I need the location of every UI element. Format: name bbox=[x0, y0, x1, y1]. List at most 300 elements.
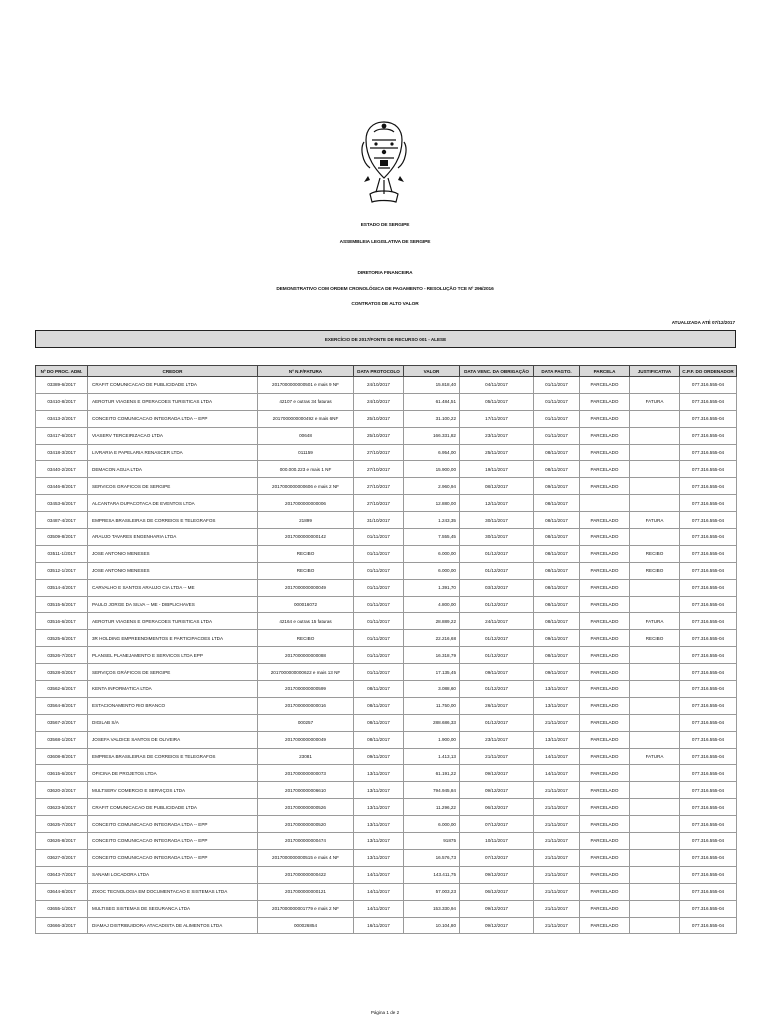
cell-invoice-number: 2017000000000520 bbox=[258, 816, 354, 833]
cell-protocol-date: 14/11/2017 bbox=[354, 900, 404, 917]
cell-proc-adm: 03413-2/2017 bbox=[36, 410, 88, 427]
cell-amount: 61.484,51 bbox=[404, 393, 460, 410]
cell-invoice-number: 2017000000000492 e mais 6NF bbox=[258, 410, 354, 427]
cell-justification bbox=[630, 900, 680, 917]
cell-invoice-number: 42107 e outras 34 faturas bbox=[258, 393, 354, 410]
cell-creditor: MULTISEG SISTEMAS DE SEGURANCA LTDA bbox=[88, 900, 258, 917]
cell-cpf-ordenador: 077.316.555-04 bbox=[680, 782, 737, 799]
cell-proc-adm: 03564-8/2017 bbox=[36, 697, 88, 714]
cell-due-date: 05/11/2017 bbox=[460, 393, 534, 410]
cell-cpf-ordenador: 077.316.555-04 bbox=[680, 630, 737, 647]
cell-protocol-date: 13/11/2017 bbox=[354, 833, 404, 850]
cell-cpf-ordenador: 077.316.555-04 bbox=[680, 427, 737, 444]
cell-protocol-date: 09/11/2017 bbox=[354, 748, 404, 765]
cell-invoice-number: 42164 e outras 15 faturas bbox=[258, 613, 354, 630]
cell-protocol-date: 01/11/2017 bbox=[354, 596, 404, 613]
cell-installment: PARCELADO bbox=[580, 748, 630, 765]
cell-due-date: 01/12/2017 bbox=[460, 647, 534, 664]
cell-cpf-ordenador: 077.316.555-04 bbox=[680, 900, 737, 917]
cell-amount: 57.003,23 bbox=[404, 883, 460, 900]
table-row bbox=[36, 545, 737, 562]
cell-protocol-date: 16/11/2017 bbox=[354, 917, 404, 934]
cell-due-date: 09/11/2017 bbox=[460, 664, 534, 681]
cell-due-date: 09/12/2017 bbox=[460, 917, 534, 934]
cell-cpf-ordenador: 077.316.555-04 bbox=[680, 393, 737, 410]
table-row bbox=[36, 529, 737, 546]
table-header-row bbox=[36, 366, 737, 377]
cell-amount: 16.318,79 bbox=[404, 647, 460, 664]
cell-amount: 7.555,45 bbox=[404, 529, 460, 546]
header-directorate: DIRETORIA FINANCEIRA bbox=[357, 271, 413, 276]
header-state: ESTADO DE SERGIPE bbox=[360, 223, 410, 228]
cell-cpf-ordenador: 077.316.555-04 bbox=[680, 697, 737, 714]
cell-cpf-ordenador: 077.316.555-04 bbox=[680, 647, 737, 664]
cell-amount: 153.330,94 bbox=[404, 900, 460, 917]
cell-justification bbox=[630, 427, 680, 444]
cell-payment-date: 08/11/2017 bbox=[534, 461, 580, 478]
cell-justification bbox=[630, 883, 680, 900]
cell-creditor: CONCEITO COMUNICACAO INTEGRADA LTDA -- EPP bbox=[88, 410, 258, 427]
cell-payment-date: 13/11/2017 bbox=[534, 681, 580, 698]
cell-installment: PARCELADO bbox=[580, 883, 630, 900]
cell-amount: 288.686,33 bbox=[404, 714, 460, 731]
cell-proc-adm: 03562-6/2017 bbox=[36, 681, 88, 698]
cell-justification bbox=[630, 529, 680, 546]
column-header-proc-adm: Nº DO PROC. ADM. bbox=[36, 366, 88, 377]
table-row bbox=[36, 377, 737, 394]
cell-cpf-ordenador: 077.316.555-04 bbox=[680, 765, 737, 782]
cell-installment: PARCELADO bbox=[580, 731, 630, 748]
cell-due-date: 24/11/2017 bbox=[460, 613, 534, 630]
cell-invoice-number: 2017000000000515 e mais 4 NF bbox=[258, 849, 354, 866]
cell-payment-date: 08/11/2017 bbox=[534, 596, 580, 613]
cell-creditor: CONCEITO COMUNICACAO INTEGRADA LTDA -- EPP bbox=[88, 816, 258, 833]
cell-amount: 31.100,22 bbox=[404, 410, 460, 427]
cell-invoice-number: 2017000000000142 bbox=[258, 529, 354, 546]
cell-due-date: 19/11/2017 bbox=[460, 461, 534, 478]
cell-amount: 1.900,00 bbox=[404, 731, 460, 748]
cell-cpf-ordenador: 077.316.555-04 bbox=[680, 816, 737, 833]
cell-protocol-date: 24/10/2017 bbox=[354, 393, 404, 410]
cell-amount: 143.411,75 bbox=[404, 866, 460, 883]
cell-cpf-ordenador: 077.316.555-04 bbox=[680, 495, 737, 512]
cell-proc-adm: 03446-8/2017 bbox=[36, 478, 88, 495]
cell-proc-adm: 03623-5/2017 bbox=[36, 799, 88, 816]
cell-installment: PARCELADO bbox=[580, 799, 630, 816]
cell-protocol-date: 14/11/2017 bbox=[354, 866, 404, 883]
cell-due-date: 09/12/2017 bbox=[460, 866, 534, 883]
cell-protocol-date: 13/11/2017 bbox=[354, 782, 404, 799]
cell-creditor: ARAUJO TAVARES ENGENHARIA LTDA bbox=[88, 529, 258, 546]
cell-cpf-ordenador: 077.316.555-04 bbox=[680, 714, 737, 731]
table-row bbox=[36, 410, 737, 427]
cell-creditor: OFICINA DE PROJETOS LTDA bbox=[88, 765, 258, 782]
cell-installment: PARCELADO bbox=[580, 596, 630, 613]
cell-justification: RECIBO bbox=[630, 545, 680, 562]
cell-invoice-number: 2017000000000474 bbox=[258, 833, 354, 850]
column-header-cpf-ordenador: C.P.F. DO ORDENADOR bbox=[680, 366, 737, 377]
cell-creditor: 3R HOLDING EMPREENDIMENTOS E PARTICIPACOES LTDA bbox=[88, 630, 258, 647]
cell-protocol-date: 01/11/2017 bbox=[354, 647, 404, 664]
cell-installment: PARCELADO bbox=[580, 579, 630, 596]
cell-proc-adm: 03626-8/2017 bbox=[36, 833, 88, 850]
cell-invoice-number: 23081 bbox=[258, 748, 354, 765]
cell-amount: 6.000,00 bbox=[404, 816, 460, 833]
cell-due-date: 09/12/2017 bbox=[460, 782, 534, 799]
cell-creditor: EMPRESA BRASILEIRAS DE CORREIOS E TELEGRAFOS bbox=[88, 748, 258, 765]
cell-creditor: SANAMI LOCADORA LTDA bbox=[88, 866, 258, 883]
cell-due-date: 09/12/2017 bbox=[460, 765, 534, 782]
cell-proc-adm: 03625-7/2017 bbox=[36, 816, 88, 833]
cell-payment-date: 21/11/2017 bbox=[534, 714, 580, 731]
cell-payment-date: 08/11/2017 bbox=[534, 647, 580, 664]
cell-amount: 16.576,73 bbox=[404, 849, 460, 866]
cell-due-date: 30/11/2017 bbox=[460, 529, 534, 546]
cell-due-date: 06/12/2017 bbox=[460, 799, 534, 816]
cell-proc-adm: 03666-3/2017 bbox=[36, 917, 88, 934]
cell-payment-date: 21/11/2017 bbox=[534, 866, 580, 883]
cell-creditor: AEROTUR VIAGENS E OPERACOES TURISTICAS LTDA bbox=[88, 613, 258, 630]
table-row bbox=[36, 917, 737, 934]
cell-installment: PARCELADO bbox=[580, 512, 630, 529]
cell-payment-date: 09/11/2017 bbox=[534, 630, 580, 647]
cell-protocol-date: 27/10/2017 bbox=[354, 461, 404, 478]
cell-creditor: KENTA INFORMATICA LTDA bbox=[88, 681, 258, 698]
cell-cpf-ordenador: 077.316.555-04 bbox=[680, 562, 737, 579]
cell-installment: PARCELADO bbox=[580, 681, 630, 698]
cell-invoice-number: RECIBO bbox=[258, 545, 354, 562]
table-row bbox=[36, 495, 737, 512]
cell-cpf-ordenador: 077.316.555-04 bbox=[680, 596, 737, 613]
payments-table bbox=[35, 365, 737, 934]
cell-payment-date: 21/11/2017 bbox=[534, 816, 580, 833]
cell-justification bbox=[630, 495, 680, 512]
cell-payment-date: 21/11/2017 bbox=[534, 833, 580, 850]
cell-invoice-number: 2017000000000526 bbox=[258, 799, 354, 816]
cell-amount: 11.750,00 bbox=[404, 697, 460, 714]
cell-due-date: 01/12/2017 bbox=[460, 714, 534, 731]
table-row bbox=[36, 478, 737, 495]
cell-payment-date: 08/11/2017 bbox=[534, 545, 580, 562]
cell-invoice-number: RECIBO bbox=[258, 562, 354, 579]
cell-proc-adm: 03568-1/2017 bbox=[36, 731, 88, 748]
cell-justification bbox=[630, 697, 680, 714]
table-row bbox=[36, 444, 737, 461]
cell-protocol-date: 25/10/2017 bbox=[354, 427, 404, 444]
cell-installment: PARCELADO bbox=[580, 664, 630, 681]
cell-creditor: SERVICOS GRAFICOS DE SERGIPE bbox=[88, 478, 258, 495]
cell-justification: FATURA bbox=[630, 393, 680, 410]
cell-due-date: 09/12/2017 bbox=[460, 900, 534, 917]
cell-invoice-number: 000.000.223 e mais 1 NF bbox=[258, 461, 354, 478]
column-header-justification: JUSTIFICATIVA bbox=[630, 366, 680, 377]
cell-invoice-number: 000257 bbox=[258, 714, 354, 731]
table-row bbox=[36, 849, 737, 866]
cell-proc-adm: 03516-6/2017 bbox=[36, 613, 88, 630]
cell-justification bbox=[630, 849, 680, 866]
cell-creditor: CONCEITO COMUNICACAO INTEGRADA LTDA -- EPP bbox=[88, 833, 258, 850]
cell-amount: 166.331,82 bbox=[404, 427, 460, 444]
cell-amount: 10.104,80 bbox=[404, 917, 460, 934]
cell-installment: PARCELADO bbox=[580, 917, 630, 934]
cell-due-date: 21/11/2017 bbox=[460, 748, 534, 765]
cell-justification: RECIBO bbox=[630, 562, 680, 579]
exercise-bar: EXERCÍCIO DE 2017/FONTE DE RECURSO 001 - ALESE bbox=[35, 330, 736, 348]
column-header-installment: PARCELA bbox=[580, 366, 630, 377]
cell-creditor: JOSE ANTONIO MENESES bbox=[88, 562, 258, 579]
cell-amount: 6.000,00 bbox=[404, 562, 460, 579]
cell-installment: PARCELADO bbox=[580, 714, 630, 731]
cell-cpf-ordenador: 077.316.555-04 bbox=[680, 917, 737, 934]
cell-amount: 15.818,40 bbox=[404, 377, 460, 394]
cell-creditor: ZIXOC TECNOLOGIA EM DOCUMENTACAO E SISTEMAS LTDA bbox=[88, 883, 258, 900]
cell-justification: FATURA bbox=[630, 748, 680, 765]
updated-date: ATUALIZADA ATÉ 07/12/2017 bbox=[671, 320, 735, 325]
cell-creditor: CRAFIT COMUNICACAO DE PUBLICIDADE LTDA bbox=[88, 799, 258, 816]
cell-protocol-date: 01/11/2017 bbox=[354, 529, 404, 546]
cell-justification bbox=[630, 731, 680, 748]
cell-payment-date: 08/11/2017 bbox=[534, 562, 580, 579]
cell-due-date: 25/11/2017 bbox=[460, 444, 534, 461]
cell-cpf-ordenador: 077.316.555-04 bbox=[680, 444, 737, 461]
cell-installment: PARCELADO bbox=[580, 393, 630, 410]
cell-invoice-number: 2017000000000049 bbox=[258, 579, 354, 596]
cell-due-date: 01/12/2017 bbox=[460, 562, 534, 579]
cell-payment-date: 13/11/2017 bbox=[534, 697, 580, 714]
table-row bbox=[36, 647, 737, 664]
cell-installment: PARCELADO bbox=[580, 630, 630, 647]
table-row bbox=[36, 562, 737, 579]
cell-installment: PARCELADO bbox=[580, 849, 630, 866]
cell-due-date: 07/12/2017 bbox=[460, 849, 534, 866]
cell-protocol-date: 01/11/2017 bbox=[354, 664, 404, 681]
cell-cpf-ordenador: 077.316.555-04 bbox=[680, 883, 737, 900]
cell-payment-date: 01/11/2017 bbox=[534, 427, 580, 444]
cell-proc-adm: 03627-0/2017 bbox=[36, 849, 88, 866]
cell-payment-date: 08/11/2017 bbox=[534, 444, 580, 461]
table-row bbox=[36, 731, 737, 748]
cell-installment: PARCELADO bbox=[580, 427, 630, 444]
cell-protocol-date: 13/11/2017 bbox=[354, 765, 404, 782]
header-assembly: ASSEMBLEIA LEGISLATIVA DE SERGIPE bbox=[339, 240, 431, 245]
cell-proc-adm: 03528-0/2017 bbox=[36, 664, 88, 681]
cell-invoice-number: 00648 bbox=[258, 427, 354, 444]
cell-invoice-number: 2017000000000501 e mais 9 NF bbox=[258, 377, 354, 394]
cell-proc-adm: 03389-6/2017 bbox=[36, 377, 88, 394]
cell-invoice-number: 2017000000000073 bbox=[258, 765, 354, 782]
cell-invoice-number: 011159 bbox=[258, 444, 354, 461]
cell-proc-adm: 03512-1/2017 bbox=[36, 562, 88, 579]
cell-installment: PARCELADO bbox=[580, 782, 630, 799]
cell-justification bbox=[630, 596, 680, 613]
cell-invoice-number: 2017000000000599 bbox=[258, 681, 354, 698]
cell-invoice-number: 2017000000000006 bbox=[258, 495, 354, 512]
table-row bbox=[36, 393, 737, 410]
cell-amount: 6.000,00 bbox=[404, 545, 460, 562]
cell-justification bbox=[630, 377, 680, 394]
table-row bbox=[36, 765, 737, 782]
cell-proc-adm: 03620-2/2017 bbox=[36, 782, 88, 799]
cell-amount: 22.216,68 bbox=[404, 630, 460, 647]
cell-justification bbox=[630, 816, 680, 833]
cell-due-date: 26/11/2017 bbox=[460, 697, 534, 714]
cell-due-date: 04/11/2017 bbox=[460, 377, 534, 394]
cell-proc-adm: 03514-4/2017 bbox=[36, 579, 88, 596]
cell-cpf-ordenador: 077.316.555-04 bbox=[680, 478, 737, 495]
cell-installment: PARCELADO bbox=[580, 562, 630, 579]
table-row bbox=[36, 714, 737, 731]
cell-invoice-number: 000026854 bbox=[258, 917, 354, 934]
cell-proc-adm: 03567-2/2017 bbox=[36, 714, 88, 731]
cell-amount: 4.800,00 bbox=[404, 596, 460, 613]
column-header-creditor: CREDOR bbox=[88, 366, 258, 377]
cell-creditor: VIASERV TERCEIRIZACAO LTDA bbox=[88, 427, 258, 444]
cell-creditor: DIGILAB S/A bbox=[88, 714, 258, 731]
cell-proc-adm: 03418-3/2017 bbox=[36, 444, 88, 461]
table-row bbox=[36, 799, 737, 816]
cell-invoice-number: RECIBO bbox=[258, 630, 354, 647]
cell-due-date: 01/12/2017 bbox=[460, 681, 534, 698]
cell-creditor: AEROTUR VIAGENS E OPERACOES TURISTICAS LTDA bbox=[88, 393, 258, 410]
table-row bbox=[36, 427, 737, 444]
cell-protocol-date: 01/11/2017 bbox=[354, 562, 404, 579]
cell-invoice-number: 2017000000000422 bbox=[258, 866, 354, 883]
table-row bbox=[36, 748, 737, 765]
table-row bbox=[36, 664, 737, 681]
cell-protocol-date: 01/11/2017 bbox=[354, 579, 404, 596]
cell-cpf-ordenador: 077.316.555-04 bbox=[680, 849, 737, 866]
cell-payment-date: 13/11/2017 bbox=[534, 731, 580, 748]
cell-justification: FATURA bbox=[630, 613, 680, 630]
cell-justification: RECIBO bbox=[630, 630, 680, 647]
cell-protocol-date: 27/10/2017 bbox=[354, 478, 404, 495]
table-row bbox=[36, 613, 737, 630]
cell-justification bbox=[630, 917, 680, 934]
cell-cpf-ordenador: 077.316.555-04 bbox=[680, 410, 737, 427]
cell-protocol-date: 08/11/2017 bbox=[354, 681, 404, 698]
cell-cpf-ordenador: 077.316.555-04 bbox=[680, 613, 737, 630]
cell-due-date: 03/12/2017 bbox=[460, 579, 534, 596]
cell-payment-date: 01/11/2017 bbox=[534, 393, 580, 410]
cell-amount: 17.135,45 bbox=[404, 664, 460, 681]
cell-proc-adm: 03526-7/2017 bbox=[36, 647, 88, 664]
cell-justification bbox=[630, 461, 680, 478]
cell-protocol-date: 13/11/2017 bbox=[354, 816, 404, 833]
cell-justification bbox=[630, 782, 680, 799]
table-row bbox=[36, 630, 737, 647]
cell-justification: FATURA bbox=[630, 512, 680, 529]
cell-creditor: DEMACON AGUA LTDA bbox=[88, 461, 258, 478]
cell-proc-adm: 03487-4/2017 bbox=[36, 512, 88, 529]
cell-protocol-date: 27/10/2017 bbox=[354, 444, 404, 461]
cell-justification bbox=[630, 833, 680, 850]
cell-invoice-number: 2017000000000016 bbox=[258, 697, 354, 714]
report-title: DEMONSTRATIVO COM ORDEM CRONOLÓGICA DE PAGAMENTO - RESOLUÇÃO TCE Nº 296/2016 bbox=[276, 287, 494, 292]
cell-cpf-ordenador: 077.316.555-04 bbox=[680, 377, 737, 394]
table-row bbox=[36, 833, 737, 850]
cell-installment: PARCELADO bbox=[580, 478, 630, 495]
cell-creditor: PLANSEL PLANEJAMENTO E SERVICOS LTDA EPP bbox=[88, 647, 258, 664]
cell-invoice-number: 2017000000000049 bbox=[258, 731, 354, 748]
cell-invoice-number: 2017000000000606 e mais 2 NF bbox=[258, 478, 354, 495]
cell-installment: PARCELADO bbox=[580, 529, 630, 546]
table-row bbox=[36, 579, 737, 596]
cell-installment: PARCELADO bbox=[580, 545, 630, 562]
cell-cpf-ordenador: 077.316.555-04 bbox=[680, 833, 737, 850]
table-row bbox=[36, 816, 737, 833]
cell-creditor: DIAMAJ DISTRIBUIDORA ATACADISTA DE ALIMENTOS LTDA bbox=[88, 917, 258, 934]
cell-due-date: 01/12/2017 bbox=[460, 545, 534, 562]
column-header-protocol-date: DATA PROTOCOLO bbox=[354, 366, 404, 377]
cell-justification bbox=[630, 714, 680, 731]
cell-payment-date: 09/11/2017 bbox=[534, 478, 580, 495]
cell-payment-date: 01/11/2017 bbox=[534, 377, 580, 394]
cell-proc-adm: 03453-6/2017 bbox=[36, 495, 88, 512]
cell-cpf-ordenador: 077.316.555-04 bbox=[680, 512, 737, 529]
cell-invoice-number: 2017000000006610 bbox=[258, 782, 354, 799]
cell-proc-adm: 03509-8/2017 bbox=[36, 529, 88, 546]
column-header-payment-date: DATA PAGTO. bbox=[534, 366, 580, 377]
column-header-amount: VALOR bbox=[404, 366, 460, 377]
cell-proc-adm: 03525-6/2017 bbox=[36, 630, 88, 647]
cell-payment-date: 21/11/2017 bbox=[534, 883, 580, 900]
cell-protocol-date: 27/10/2017 bbox=[354, 495, 404, 512]
cell-due-date: 08/12/2017 bbox=[460, 478, 534, 495]
cell-cpf-ordenador: 077.316.555-04 bbox=[680, 461, 737, 478]
cell-amount: 1.391,70 bbox=[404, 579, 460, 596]
cell-payment-date: 01/11/2017 bbox=[534, 410, 580, 427]
table-row bbox=[36, 866, 737, 883]
cell-installment: PARCELADO bbox=[580, 377, 630, 394]
cell-creditor: PAULO JORGE DA SILVA -- ME - DIBPLICHAVES bbox=[88, 596, 258, 613]
cell-proc-adm: 03440-2/2017 bbox=[36, 461, 88, 478]
cell-cpf-ordenador: 077.316.555-04 bbox=[680, 664, 737, 681]
cell-payment-date: 08/11/2017 bbox=[534, 512, 580, 529]
cell-proc-adm: 03644-8/2017 bbox=[36, 883, 88, 900]
cell-amount: 12.880,00 bbox=[404, 495, 460, 512]
cell-proc-adm: 03643-7/2017 bbox=[36, 866, 88, 883]
cell-due-date: 01/12/2017 bbox=[460, 630, 534, 647]
cell-invoice-number: 2017000000000088 bbox=[258, 647, 354, 664]
cell-creditor: JOSEFA VALDICE SANTOS DE OLIVEIRA bbox=[88, 731, 258, 748]
cell-due-date: 07/12/2017 bbox=[460, 816, 534, 833]
table-row bbox=[36, 596, 737, 613]
cell-invoice-number: 2017000000001779 e mais 2 NF bbox=[258, 900, 354, 917]
cell-amount: 6.954,00 bbox=[404, 444, 460, 461]
cell-proc-adm: 03615-6/2017 bbox=[36, 765, 88, 782]
cell-proc-adm: 03608-8/2017 bbox=[36, 748, 88, 765]
cell-payment-date: 08/11/2017 bbox=[534, 529, 580, 546]
cell-justification bbox=[630, 681, 680, 698]
cell-creditor: CONCEITO COMUNICACAO INTEGRADA LTDA -- EPP bbox=[88, 849, 258, 866]
cell-due-date: 23/11/2017 bbox=[460, 731, 534, 748]
cell-invoice-number: 2017000000000622 e mais 13 NF bbox=[258, 664, 354, 681]
cell-payment-date: 14/11/2017 bbox=[534, 765, 580, 782]
report-subtitle: CONTRATOS DE ALTO VALOR bbox=[351, 302, 419, 307]
cell-protocol-date: 08/11/2017 bbox=[354, 731, 404, 748]
cell-installment: PARCELADO bbox=[580, 816, 630, 833]
cell-invoice-number: 2017000000000121 bbox=[258, 883, 354, 900]
cell-installment: PARCELADO bbox=[580, 444, 630, 461]
column-header-invoice-number: Nº N.F/FATURA bbox=[258, 366, 354, 377]
cell-justification bbox=[630, 765, 680, 782]
cell-creditor: ALCANTARA DUPACOTACA DE EVENTOS LTDA bbox=[88, 495, 258, 512]
cell-justification bbox=[630, 647, 680, 664]
cell-amount: 2.960,94 bbox=[404, 478, 460, 495]
cell-protocol-date: 13/11/2017 bbox=[354, 799, 404, 816]
cell-amount: 28.889,22 bbox=[404, 613, 460, 630]
cell-creditor: ESTACIONAMENTO RIO BRANCO bbox=[88, 697, 258, 714]
